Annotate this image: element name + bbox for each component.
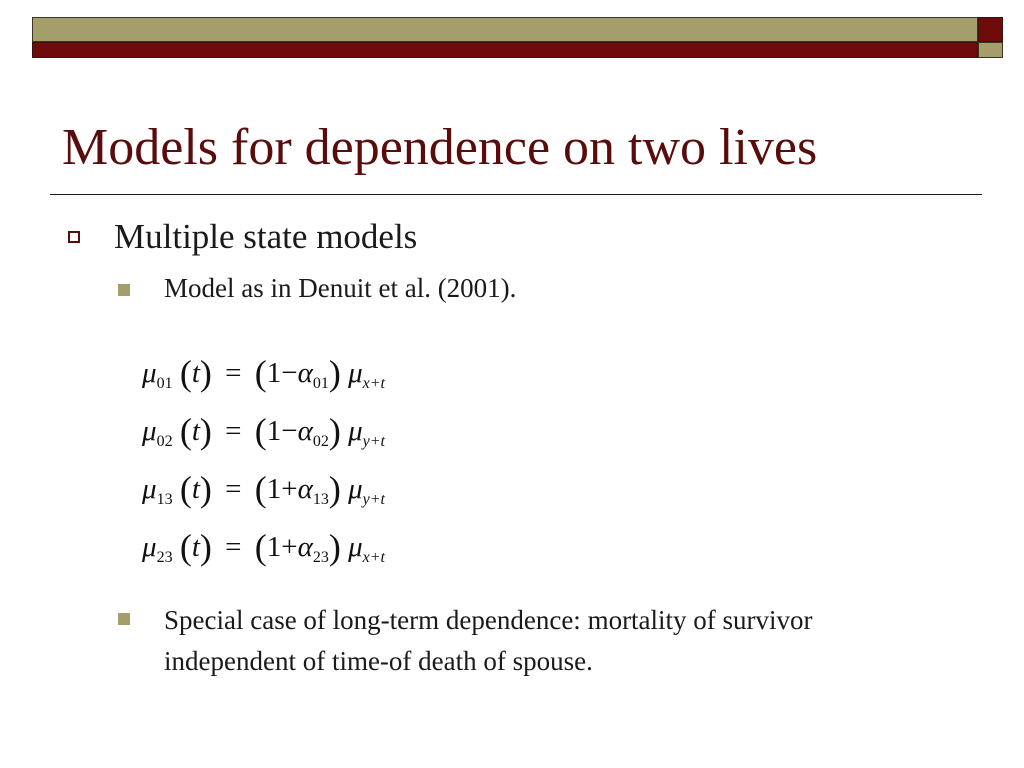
equation-mu-02: $\mu_{02}$ $(t) = (1-\alpha_{02})$ $\mu_{y+t}$ — [142, 411, 385, 451]
equation-mu-01: $\mu_{01}$ $(t) = (1-\alpha_{01})$ $\mu_{x+t}$ — [142, 353, 385, 393]
equation-mu-13: $\mu_{13}$ $(t) = (1+\alpha_{13})$ $\mu_{y+t}$ — [142, 469, 385, 509]
header-corner-red-square — [978, 17, 1003, 42]
bullet-denuit-model: Model as in Denuit et al. (2001). — [164, 273, 517, 303]
filled-square-bullet-icon — [118, 284, 130, 296]
equation-mu-23: $\mu_{23}$ $(t) = (1+\alpha_{23})$ $\mu_{x+t}$ — [142, 527, 385, 567]
bullet-special-case: Special case of long-term dependence: mortality of survivor independent of time-of death of spouse. — [164, 605, 813, 676]
filled-square-bullet-icon — [118, 613, 130, 625]
header-band-olive — [32, 17, 978, 42]
hollow-square-bullet-icon — [68, 231, 80, 243]
slide-title: Models for dependence on two lives — [62, 119, 818, 176]
title-divider — [50, 194, 982, 195]
bullet-multiple-state-models: Multiple state models — [114, 217, 418, 256]
header-corner-olive-square — [978, 42, 1003, 58]
header-band-red — [32, 42, 978, 58]
